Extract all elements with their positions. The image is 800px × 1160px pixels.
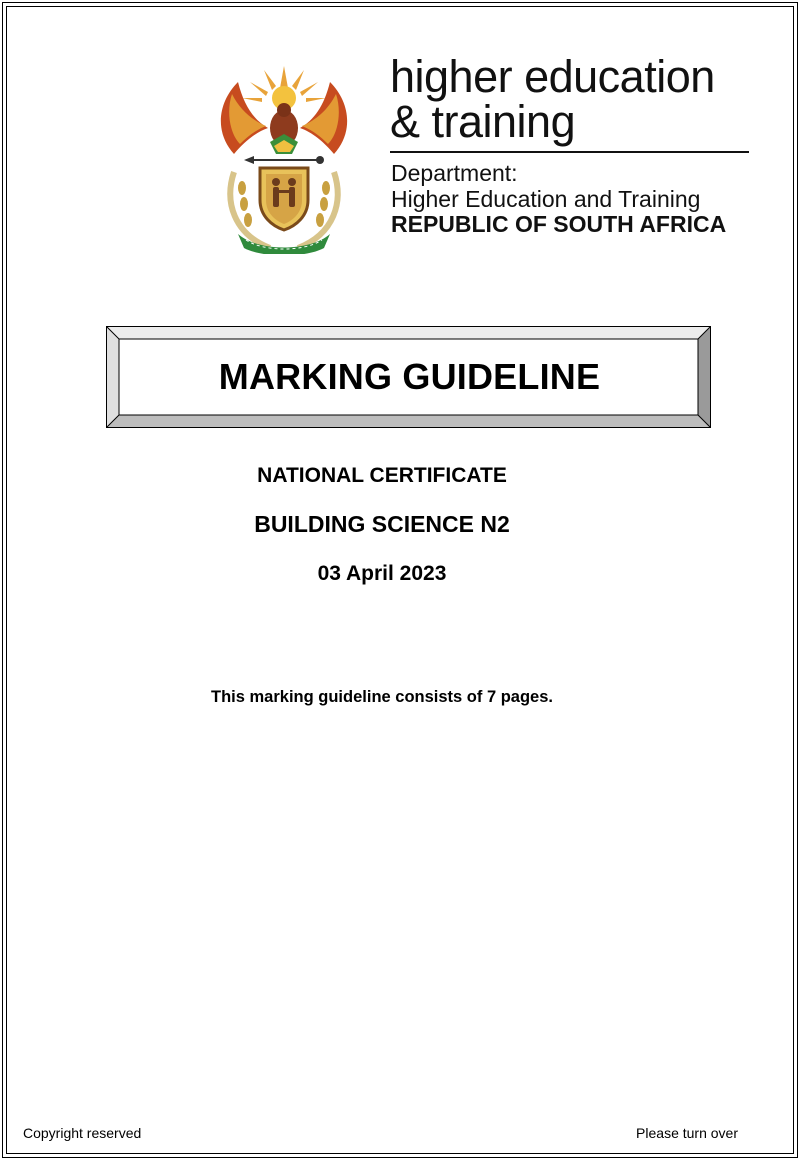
certificate-type: NATIONAL CERTIFICATE	[257, 464, 507, 487]
department-brand-title	[390, 51, 715, 147]
exam-date: 03 April 2023	[317, 562, 447, 585]
department-divider	[390, 151, 749, 153]
department-name: Higher Education and Training	[391, 186, 701, 212]
document-title: MARKING GUIDELINE	[218, 356, 601, 397]
footer-copyright: Copyright reserved	[23, 1125, 142, 1141]
footer-turn-over: Please turn over	[636, 1125, 738, 1141]
subject-name: BUILDING SCIENCE N2	[254, 511, 510, 537]
department-country: REPUBLIC OF SOUTH AFRICA	[391, 211, 727, 237]
coat-of-arms-icon	[208, 62, 360, 254]
page-count-note: This marking guideline consists of 7 pages.	[211, 688, 553, 706]
document-title-box	[106, 326, 711, 428]
coat-of-arms-logo	[208, 62, 360, 254]
department-label: Department:	[391, 160, 518, 186]
brand-line-2: & training	[390, 96, 576, 147]
brand-line-1: higher education	[390, 51, 715, 102]
